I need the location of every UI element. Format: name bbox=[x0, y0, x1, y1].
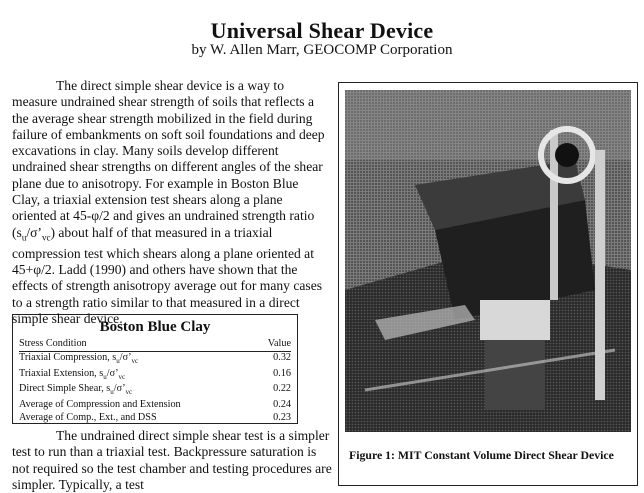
text-line: cases to a strength ratio similar to that measured in a bbox=[12, 278, 323, 310]
table-title: Boston Blue Clay bbox=[99, 319, 211, 335]
text-line: direct simple shear device. bbox=[12, 294, 300, 326]
text-line: oriented at 45-φ/2 and gives an undrained strength ratio bbox=[12, 208, 315, 224]
text-line: compression test which shears along a plane oriented at bbox=[12, 245, 314, 261]
text-line: The direct simple shear device is a way to bbox=[56, 78, 284, 93]
row-condition: Average of Compression and Extension bbox=[19, 399, 181, 411]
text-line: shear plane due to anisotropy. For example in Boston bbox=[12, 159, 323, 191]
table-body bbox=[19, 352, 291, 425]
row-value: 0.22 bbox=[273, 383, 291, 395]
figure-caption: Figure 1: MIT Constant Volume Direct Shear Device bbox=[349, 448, 614, 462]
byline: by W. Allen Marr, GEOCOMP Corporation bbox=[191, 42, 453, 58]
row-value: 0.23 bbox=[273, 412, 291, 424]
row-value: 0.32 bbox=[273, 351, 291, 363]
paragraph-2 bbox=[12, 428, 332, 493]
row-condition: Direct Simple Shear, $s_u/\sigma’_{vc}$ bbox=[19, 383, 133, 397]
text-line: Blue Clay, a triaxial extension test shears along a plane bbox=[12, 175, 299, 208]
text-line: (s bbox=[12, 224, 22, 240]
header-value: Value bbox=[267, 338, 291, 349]
text-line: failure of embankments on soft soil foundations and bbox=[12, 126, 296, 142]
boston-blue-clay-table bbox=[12, 314, 298, 424]
text-line: ) about half of that measured in a triaxial bbox=[50, 224, 273, 240]
table-row bbox=[19, 412, 291, 425]
row-value: 0.16 bbox=[273, 367, 291, 379]
subscript: vc bbox=[41, 232, 51, 243]
paragraph-1 bbox=[12, 78, 330, 327]
header-stress-condition: Stress Condition bbox=[19, 338, 87, 349]
row-value: 0.24 bbox=[273, 399, 291, 411]
text-line: deep excavations in clay. Many soils develop different bbox=[12, 126, 325, 159]
row-condition: Triaxial Extension, $s_u/\sigma’_{vc}$ bbox=[19, 367, 126, 381]
table-row bbox=[19, 368, 291, 384]
table-row bbox=[19, 352, 291, 368]
table-header-row bbox=[19, 338, 291, 352]
text-line: simpler test to run than a triaxial test. Backpressure bbox=[12, 428, 330, 460]
subscript: u bbox=[21, 232, 27, 243]
text-line: testing procedures are simpler. Typically, a test bbox=[12, 460, 332, 492]
intro-paragraph bbox=[12, 78, 330, 327]
page-title: Universal Shear Device bbox=[210, 18, 434, 43]
row-condition: Triaxial Compression, $s_u/\sigma’_{vc}$ bbox=[19, 351, 139, 365]
text-line: 45+φ/2. Ladd (1990) and others have shown that the bbox=[12, 261, 298, 277]
shear-device-photo bbox=[345, 90, 631, 432]
text-line: the average shear strength mobilized in the field during bbox=[12, 110, 313, 126]
text-line: undrained shear strengths on different angles of the bbox=[12, 159, 291, 175]
text-line: effects of strength anisotropy average out for many bbox=[12, 278, 290, 294]
text-line: /σ’ bbox=[26, 224, 42, 240]
table-row bbox=[19, 399, 291, 412]
table-row bbox=[19, 383, 291, 399]
text-line: saturation is not required so the test chamber and bbox=[12, 444, 317, 476]
text-line: The undrained direct simple shear test is a bbox=[56, 428, 286, 443]
row-condition: Average of Comp., Ext., and DSS bbox=[19, 412, 157, 424]
text-line: measure undrained shear strength of soils that reflects a bbox=[12, 94, 314, 110]
